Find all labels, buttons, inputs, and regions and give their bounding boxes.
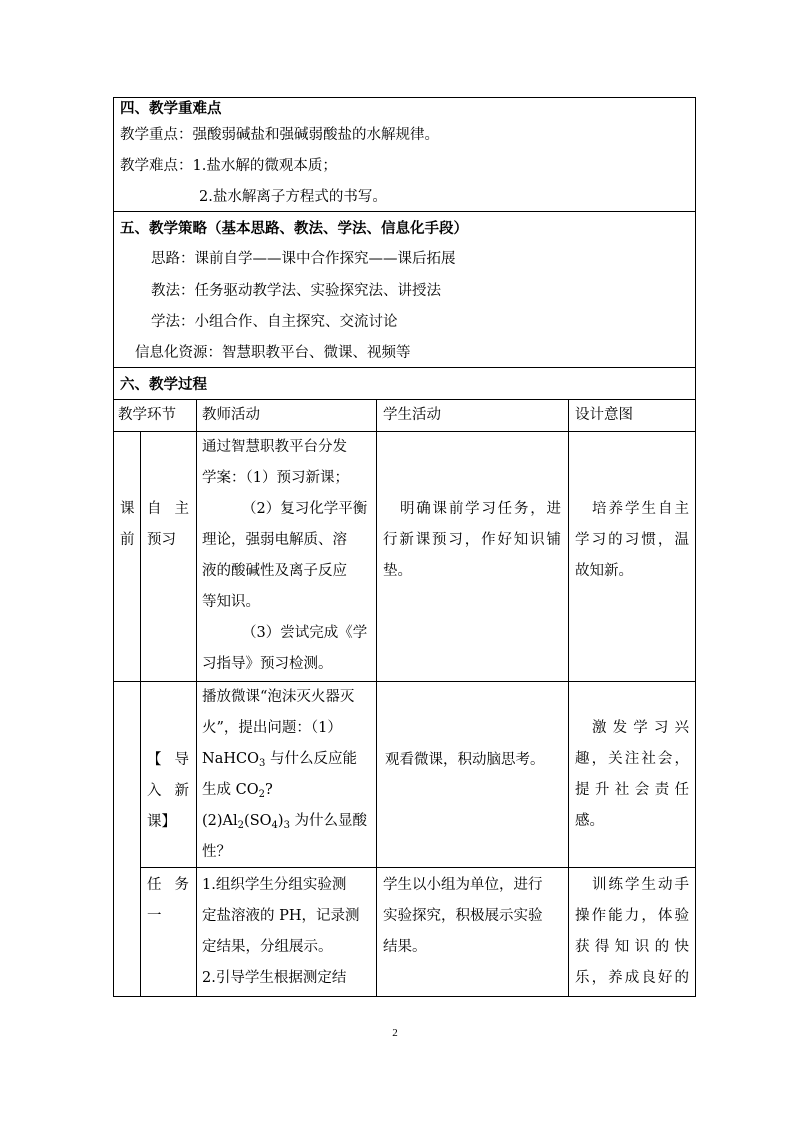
student-line: 观看微课，积动脑思考。 <box>385 752 545 768</box>
phase-line: 课】 <box>147 814 176 830</box>
intent-line: 感。 <box>575 813 604 829</box>
phase-line: 一 <box>147 908 162 924</box>
phase-line: 入 新 <box>147 783 189 799</box>
page-number: 2 <box>392 1027 398 1039</box>
strategy-idea: 思路：课前自学——课中合作探究——课后拓展 <box>151 251 456 267</box>
student-line: 结果。 <box>383 939 427 955</box>
difficulty-text-2: 2.盐水解离子方程式的书写。 <box>199 189 387 205</box>
teacher-activity-row2 <box>202 682 370 868</box>
divider-section5 <box>113 211 696 212</box>
section4-title: 四、教学重难点 <box>120 100 222 117</box>
intent-line: 激 发 学 习 兴 <box>592 720 689 736</box>
phase-line: 任 务 <box>147 877 189 893</box>
student-activity-row3 <box>383 870 563 963</box>
teacher-line: 2.引导学生根据测定结 <box>202 970 347 986</box>
strategy-teaching: 教法：任务驱动教学法、实验探究法、讲授法 <box>151 283 441 299</box>
teacher-line: 播放微课“泡沫灭火器灭 <box>202 689 355 705</box>
intent-row2 <box>575 713 689 837</box>
section6-title: 六、教学过程 <box>120 376 207 393</box>
student-activity-row1 <box>383 494 561 587</box>
teacher-line: 定结果，分组展示。 <box>202 939 333 955</box>
intent-line: 乐，养成良好的 <box>575 970 689 986</box>
teacher-line: 定盐溶液的 PH，记录测 <box>202 908 360 924</box>
col-divider-stage <box>140 431 141 997</box>
intent-line: 操作能力，体验 <box>575 908 689 924</box>
phase-line: 自 主 <box>147 501 189 517</box>
student-line: 垫。 <box>383 563 412 579</box>
phase-line: 【 导 <box>147 752 189 768</box>
teacher-line: 等知识。 <box>202 594 260 610</box>
student-line: 明确课前学习任务，进 <box>400 501 561 517</box>
stage-char-2: 前 <box>120 532 135 548</box>
teacher-line: 习指导》预习检测。 <box>202 656 333 672</box>
header-student: 学生活动 <box>383 407 441 423</box>
intent-line: 获 得 知 识 的 快 <box>575 939 689 955</box>
teacher-line: 通过智慧职教平台分发 <box>202 439 347 455</box>
intent-line: 趣，关注社会， <box>575 751 689 767</box>
phase-introduction <box>147 745 189 838</box>
difficulty-text: 教学难点：1.盐水解的微观本质； <box>120 158 337 174</box>
teacher-line: NaHCO$_3$ 与什么反应能 <box>202 751 357 769</box>
header-teacher: 教师活动 <box>202 407 260 423</box>
teacher-line: （2）复习化学平衡 <box>242 501 368 517</box>
header-stage: 教学环节 <box>118 407 176 423</box>
teacher-activity-row1 <box>202 432 370 680</box>
section5-title: 五、教学策略（基本思路、教法、学法、信息化手段） <box>120 220 468 237</box>
intent-line: 故知新。 <box>575 563 633 579</box>
strategy-it: 信息化资源：智慧职教平台、微课、视频等 <box>135 345 411 361</box>
col-divider-teacher <box>196 399 197 997</box>
intent-row1 <box>575 494 689 587</box>
teacher-line: （3）尝试完成《学 <box>242 625 368 641</box>
teacher-line: 理论，强弱电解质、溶 <box>202 532 347 548</box>
teacher-line: 1.组织学生分组实验测 <box>202 877 347 893</box>
intent-line: 提 升 社 会 责 任 <box>575 782 689 798</box>
strategy-learning: 学法：小组合作、自主探究、交流讨论 <box>151 314 398 330</box>
student-line: 行新课预习，作好知识铺 <box>383 532 561 548</box>
student-activity-row2 <box>385 745 563 776</box>
phase-line: 预习 <box>147 532 176 548</box>
header-intent: 设计意图 <box>575 407 633 423</box>
intent-line: 训练学生动手 <box>592 877 689 893</box>
student-line: 学生以小组为单位，进行 <box>383 877 543 893</box>
key-point-text: 教学重点：强酸弱碱盐和强碱弱酸盐的水解规律。 <box>120 127 439 143</box>
divider-header-top <box>113 399 696 400</box>
stage-char-1: 课 <box>120 501 135 517</box>
divider-row1-bottom <box>113 681 696 682</box>
col-divider-student <box>376 399 377 997</box>
teacher-line: 液的酸碱性及离子反应 <box>202 563 347 579</box>
divider-section6 <box>113 367 696 368</box>
col-divider-intent <box>568 399 569 997</box>
teacher-line: $(2)Al_2(SO_4)_3$ 为什么显酸 <box>202 813 368 831</box>
intent-row3 <box>575 870 689 994</box>
phase-task-one <box>147 870 189 932</box>
phase-self-study <box>147 494 189 556</box>
teacher-line: 性？ <box>202 844 231 860</box>
teacher-line: 生成 $CO_2$? <box>202 782 273 800</box>
teacher-line: 学案：（1）预习新课； <box>202 470 349 486</box>
teacher-line: 火”，提出问题：（1） <box>202 720 342 736</box>
student-line: 实验探究，积极展示实验 <box>383 908 543 924</box>
teacher-activity-row3 <box>202 870 370 994</box>
divider-header-bottom <box>113 431 696 432</box>
intent-line: 学习的习惯，温 <box>575 532 689 548</box>
intent-line: 培养学生自主 <box>592 501 689 517</box>
